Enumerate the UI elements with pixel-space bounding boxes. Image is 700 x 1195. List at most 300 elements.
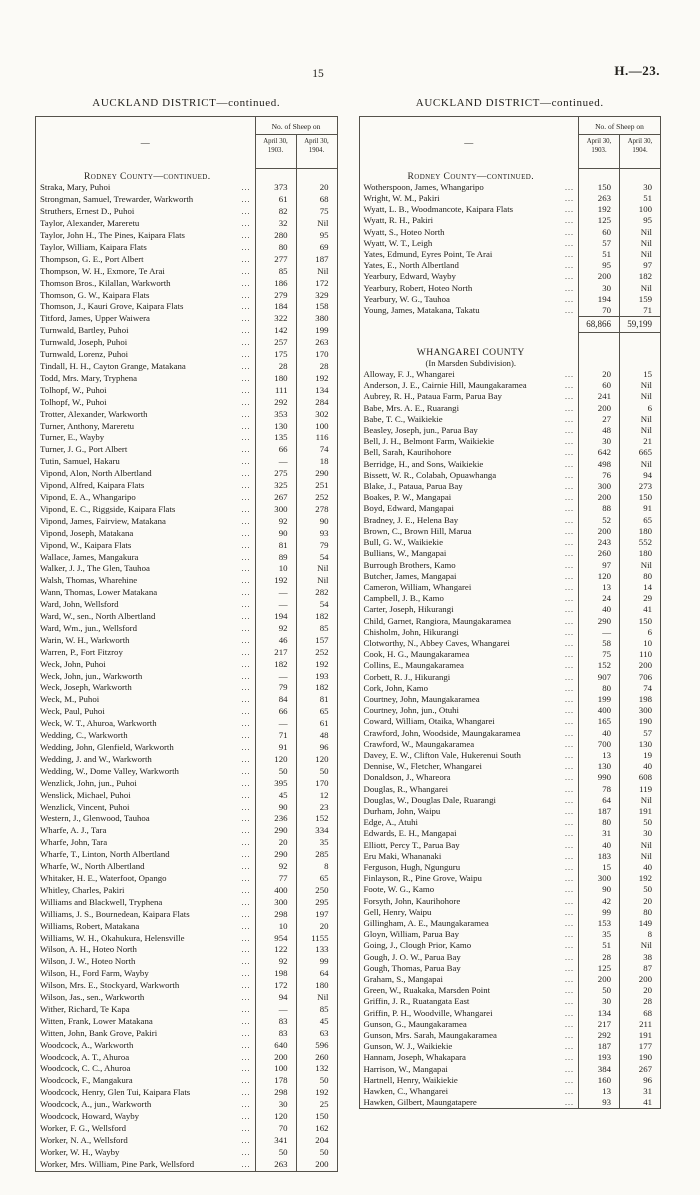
sheep-1903: 642 [579, 447, 620, 458]
sheep-1904: 75 [319, 206, 329, 217]
owner-name: Wharfe, A. J., Tara ... [36, 825, 256, 837]
section-heading: WHANGAREI COUNTY [359, 345, 579, 358]
sheep-1903: 82 [255, 206, 296, 218]
left-column [35, 97, 338, 1172]
sheep-1903: 322 [255, 313, 296, 325]
sheep-1903: 27 [579, 414, 620, 425]
sheep-1903: 122 [255, 944, 296, 956]
sheep-1903: 97 [579, 560, 620, 571]
owner-name: Dennise, W., Fletcher, Whangarei ... [359, 761, 579, 772]
sheep-1904: 251 [315, 480, 329, 491]
sheep-1904: 28 [319, 361, 329, 371]
owner-name: Durham, John, Waipu ... [359, 806, 579, 817]
sheep-1903: 57 [579, 238, 620, 249]
sheep-1903: 134 [579, 1008, 620, 1019]
sheep-1903: 290 [255, 849, 296, 861]
sheep-1904: 97 [643, 260, 652, 271]
table-row [36, 456, 338, 468]
table-row [359, 694, 661, 705]
sheep-1903: 70 [255, 1123, 296, 1135]
spacer-cell [579, 333, 620, 345]
sheep-1904: 69 [319, 241, 329, 252]
owner-name: Wilson, Jas., sen., Warkworth ... [36, 992, 256, 1004]
owner-name: Warin, W. H., Warkworth ... [36, 635, 256, 647]
sheep-1904: 157 [315, 634, 329, 645]
sheep-1903: 292 [255, 397, 296, 409]
table-row [36, 278, 338, 290]
sheep-1903: 192 [255, 575, 296, 587]
table-row [36, 432, 338, 444]
sheep-1904: 99 [319, 956, 329, 967]
owner-name: Edwards, E. H., Mangapai ... [359, 828, 579, 839]
table-row [359, 436, 661, 447]
owner-name: Courtney, John, Maungakaramea ... [359, 694, 579, 705]
sheep-1903: — [255, 456, 296, 468]
sheep-1904: 252 [315, 491, 329, 502]
table-row [36, 1135, 338, 1147]
sheep-1904: 665 [638, 447, 652, 458]
sheep-1903: 111 [255, 385, 296, 397]
table-row [359, 548, 661, 559]
sheep-1904: 149 [638, 918, 652, 928]
empty-cell [620, 358, 661, 369]
owner-name: Worker, Mrs. William, Pine Park, Wellsford ... [36, 1159, 256, 1171]
sheep-1903: 79 [255, 682, 296, 694]
sheep-1904: 54 [319, 599, 329, 610]
table-row [359, 305, 661, 317]
sheep-1903: 165 [579, 716, 620, 727]
owner-name: Western, J., Glenwood, Tauhoa ... [36, 813, 256, 825]
sheep-1904: 51 [643, 192, 652, 203]
owner-name: Woodcock, Howard, Wayby ... [36, 1111, 256, 1123]
sheep-1904: 134 [315, 384, 329, 395]
sheep-1903: 280 [255, 230, 296, 242]
owner-name: Gunson, W. J., Waikiekie ... [359, 1041, 579, 1052]
sheep-1904: 182 [315, 611, 329, 622]
sheep-1903: 13 [579, 750, 620, 761]
sheep-1903: 193 [579, 1052, 620, 1063]
owner-name: Collins, E., Maungakaramea ... [359, 660, 579, 671]
sheep-1903: 640 [255, 1040, 296, 1052]
sheep-1903: 182 [255, 659, 296, 671]
owner-name: Ward, Wm., jun., Wellsford ... [36, 623, 256, 635]
sheep-1903: 51 [579, 940, 620, 951]
sheep-1903: 35 [579, 929, 620, 940]
empty-cell [359, 317, 579, 333]
table-row [36, 873, 338, 885]
sheep-1904: 79 [319, 539, 329, 550]
sheep-1904: 74 [319, 444, 329, 455]
table-row [359, 862, 661, 873]
owner-name: Wright, W. M., Pakiri ... [359, 193, 579, 204]
sheep-1904: 200 [638, 974, 652, 985]
owner-name: Wedding, W., Dome Valley, Warkworth ... [36, 766, 256, 778]
owner-name: Wenzlick, John, jun., Puhoi ... [36, 778, 256, 790]
sheep-1903: 263 [579, 193, 620, 204]
sheep-1903: 28 [579, 952, 620, 963]
sheep-1903: 292 [579, 1030, 620, 1041]
table-row [359, 806, 661, 817]
sheep-1904: 158 [315, 301, 329, 312]
sheep-1904: 90 [319, 515, 329, 526]
sheep-1904: Nil [640, 237, 652, 248]
sheep-1903: 30 [255, 1099, 296, 1111]
sheep-1903: 200 [579, 526, 620, 537]
table-row [359, 963, 661, 974]
sheep-1904: Nil [640, 850, 652, 861]
sheep-1903: 353 [255, 409, 296, 421]
owner-name: Walsh, Thomas, Wharehine ... [36, 575, 256, 587]
sheep-1904: 198 [638, 693, 652, 704]
owner-name: Corbett, R. J., Hikurangi ... [359, 672, 579, 683]
sheep-1904: 159 [638, 293, 652, 304]
sheep-1904: 190 [638, 1052, 652, 1063]
sheep-1904: 6 [647, 626, 652, 637]
sheep-1903: 300 [579, 481, 620, 492]
sheep-1903: 76 [579, 470, 620, 481]
sheep-1904: Nil [640, 391, 652, 402]
spacer-row [359, 333, 661, 345]
sheep-1904: Nil [640, 248, 652, 259]
table-row [36, 409, 338, 421]
sheep-1904: 250 [315, 884, 329, 895]
sheep-1904: 8 [324, 861, 329, 872]
owner-name: Taylor, John H., The Pines, Kaipara Flats ... [36, 230, 256, 242]
sheep-1903: 290 [255, 825, 296, 837]
table-row [36, 849, 338, 861]
owner-name: Edge, A., Atuhi ... [359, 817, 579, 828]
sheep-1903: 175 [255, 349, 296, 361]
table-row [36, 218, 338, 230]
owner-name: Williams and Blackwell, Tryphena ... [36, 897, 256, 909]
owner-name: Foote, W. G., Kamo ... [359, 884, 579, 895]
sheep-1903: 263 [255, 1159, 296, 1171]
table-row [36, 313, 338, 325]
sheep-1904: 8 [647, 929, 652, 940]
sheep-1903: — [255, 599, 296, 611]
owner-name: Douglas, W., Douglas Dale, Ruarangi ... [359, 795, 579, 806]
table-row [36, 778, 338, 790]
owner-name: Worker, W. H., Wayby ... [36, 1147, 256, 1159]
owner-name: Child, Garnet, Rangiora, Maungakaramea ... [359, 616, 579, 627]
table-row [36, 1159, 338, 1171]
owner-name: Turnwald, Lorenz, Puhoi ... [36, 349, 256, 361]
owner-name: Bissett, W. R., Colabah, Opuawhanga ... [359, 470, 579, 481]
table-row [359, 182, 661, 193]
owner-name: Thomson, J., Kauri Grove, Kaipara Flats ... [36, 301, 256, 313]
sheep-1904: 182 [638, 271, 652, 282]
page-number: 15 [312, 68, 324, 80]
sheep-1903: 130 [255, 421, 296, 433]
owner-name: Vipond, Joseph, Matakana ... [36, 528, 256, 540]
table-row [36, 742, 338, 754]
sheep-1904: 170 [315, 777, 329, 788]
sheep-1903: 77 [255, 873, 296, 885]
owner-name: Wyatt, S., Hoteo North ... [359, 227, 579, 238]
owner-name: Cork, John, Kamo ... [359, 683, 579, 694]
sheep-1904: 172 [315, 277, 329, 288]
sheep-1904: 29 [643, 593, 652, 604]
sheep-1903: 200 [255, 1052, 296, 1064]
owner-name: Vipond, James, Fairview, Matakana ... [36, 516, 256, 528]
two-column-layout [35, 97, 661, 1172]
table-row [36, 480, 338, 492]
owner-name: Hannam, Joseph, Whakapara ... [359, 1052, 579, 1063]
sheep-1903: 125 [579, 963, 620, 974]
sheep-1903: 40 [579, 840, 620, 851]
owner-name: Yates, Edmund, Eyres Point, Te Arai ... [359, 249, 579, 260]
table-row [36, 492, 338, 504]
owner-name: Wilson, A. H., Hoteo North ... [36, 944, 256, 956]
sheep-1903: 64 [579, 795, 620, 806]
sheep-1903: 28 [255, 361, 296, 373]
table-row [359, 1086, 661, 1097]
sheep-1903: 30 [579, 996, 620, 1007]
table-row [359, 940, 661, 951]
owner-name: Chisholm, John, Hikurangi ... [359, 627, 579, 638]
sheep-1903: 20 [579, 369, 620, 380]
table-row [36, 254, 338, 266]
sheep-1904: 63 [319, 1027, 329, 1038]
sheep-1904: 40 [643, 861, 652, 872]
owner-name: Bullians, W., Mangapai ... [359, 548, 579, 559]
table-row [36, 611, 338, 623]
table-row [359, 828, 661, 839]
sheep-1903: 990 [579, 772, 620, 783]
table-row [36, 266, 338, 278]
table-row [359, 215, 661, 226]
sheep-1903: — [255, 671, 296, 683]
sheep-1903: 150 [579, 182, 620, 193]
empty-cell [255, 169, 296, 183]
sheep-1904: 30 [643, 828, 652, 839]
table-row [36, 885, 338, 897]
table-row [359, 929, 661, 940]
owner-name: Woodcock, C. C., Ahuroa ... [36, 1063, 256, 1075]
sheep-1903: 50 [255, 1147, 296, 1159]
sheep-1903: — [255, 718, 296, 730]
sheep-1904: 133 [315, 944, 329, 955]
sheep-1903: 395 [255, 778, 296, 790]
owner-name: Wilson, J. W., Hoteo North ... [36, 956, 256, 968]
sheep-1903: 61 [255, 194, 296, 206]
table-row [359, 593, 661, 604]
sheep-1903: 84 [255, 694, 296, 706]
sheep-1903: 498 [579, 459, 620, 470]
sheep-1904: 190 [638, 716, 652, 727]
sheep-1904: 192 [315, 372, 329, 383]
sheep-1903: 92 [255, 516, 296, 528]
table-row [36, 1087, 338, 1099]
table-row [359, 660, 661, 671]
owner-name: Tutin, Samuel, Hakaru ... [36, 456, 256, 468]
owner-name: Weck, Joseph, Warkworth ... [36, 682, 256, 694]
sheep-1904: Nil [640, 413, 652, 424]
sheep-1903: 51 [579, 249, 620, 260]
sheep-1904: 30 [643, 181, 652, 192]
owner-name: Wedding, J. and W., Warkworth ... [36, 754, 256, 766]
owner-name: Wharfe, W., North Albertland ... [36, 861, 256, 873]
sheep-1903: 95 [579, 260, 620, 271]
sheep-1903: 92 [255, 623, 296, 635]
sheep-1903: 907 [579, 672, 620, 683]
owner-name: Hawken, C., Whangarei ... [359, 1086, 579, 1097]
sheep-1903: 94 [255, 992, 296, 1004]
sheep-1904: Nil [317, 563, 329, 574]
sheep-1904: 252 [315, 646, 329, 657]
owner-name: Yearbury, Robert, Hoteo North ... [359, 283, 579, 294]
sheep-1903: 24 [579, 593, 620, 604]
right-column [359, 97, 662, 1172]
owner-name: Courtney, John, jun., Otuhi ... [359, 705, 579, 716]
sheep-1904: 130 [638, 738, 652, 749]
sheep-1903: — [579, 627, 620, 638]
sheep-1903: 290 [579, 616, 620, 627]
sheep-1903: 186 [255, 278, 296, 290]
table-row [359, 1097, 661, 1109]
table-row [36, 385, 338, 397]
name-column-header: — [359, 117, 579, 169]
table-row [36, 194, 338, 206]
owner-name: Weck, M., Puhoi ... [36, 694, 256, 706]
owner-name: Boakes, P. W., Mangapai ... [359, 492, 579, 503]
report-reference: H.—23. [614, 63, 660, 78]
table-body [359, 169, 661, 1109]
table-row [36, 647, 338, 659]
owner-name: Walker, J. J., The Glen, Tauhoa ... [36, 563, 256, 575]
table-row [36, 575, 338, 587]
empty-cell [620, 345, 661, 358]
table-row [359, 884, 661, 895]
sheep-1904: 302 [315, 408, 329, 419]
owner-name: Bell, Sarah, Kaurihohore ... [359, 447, 579, 458]
sheep-1903: 40 [579, 604, 620, 615]
table-row [359, 193, 661, 204]
table-row [359, 728, 661, 739]
sheep-1903: 66 [255, 706, 296, 718]
sheep-1904: 50 [643, 817, 652, 828]
sheep-1903: 180 [255, 373, 296, 385]
sheep-1904: 91 [643, 503, 652, 514]
owner-name: Thomson, G. W., Kaipara Flats ... [36, 290, 256, 302]
table-row [359, 1052, 661, 1063]
table-row [36, 1004, 338, 1016]
sheep-1903: 15 [579, 862, 620, 873]
owner-name: Weck, John, Puhoi ... [36, 659, 256, 671]
owner-name: Brown, C., Brown Hill, Marua ... [359, 526, 579, 537]
sheep-1904: 260 [315, 1051, 329, 1062]
owner-name: Vipond, Alfred, Kaipara Flats ... [36, 480, 256, 492]
table-row [36, 1016, 338, 1028]
owner-name: Going, J., Clough Prior, Kamo ... [359, 940, 579, 951]
sheep-1903: 300 [255, 504, 296, 516]
sheep-1904: 132 [315, 1063, 329, 1074]
owner-name: Williams, Robert, Matakana ... [36, 921, 256, 933]
sheep-1903: 93 [579, 1097, 620, 1109]
owner-name: Todd, Mrs. Mary, Tryphena ... [36, 373, 256, 385]
table-row [36, 421, 338, 433]
name-column-header: — [36, 117, 256, 169]
sheep-count-group-header: No. of Sheep on [255, 117, 337, 135]
sheep-1904: 64 [319, 968, 329, 979]
sheep-1904: 14 [643, 581, 652, 592]
owner-name: Thompson, G. E., Port Albert ... [36, 254, 256, 266]
sheep-1904: 20 [319, 182, 329, 193]
sheep-1904: 187 [315, 253, 329, 264]
empty-cell [579, 169, 620, 182]
table-row [359, 515, 661, 526]
sheep-1903: 241 [579, 391, 620, 402]
sheep-1903: 298 [255, 909, 296, 921]
owner-name: Turner, J. G., Port Albert ... [36, 444, 256, 456]
sheep-1903: 31 [579, 828, 620, 839]
table-row [36, 444, 338, 456]
table-body [36, 169, 338, 1172]
sheep-1904: 35 [319, 837, 329, 848]
sheep-1903: 194 [579, 294, 620, 305]
sheep-1904: 65 [319, 872, 329, 883]
sheep-1904: 552 [638, 537, 652, 548]
owner-name: Gell, Henry, Waipu ... [359, 907, 579, 918]
sheep-1904: 21 [643, 436, 652, 447]
table-row [359, 238, 661, 249]
owner-name: Weck, John, jun., Warkworth ... [36, 671, 256, 683]
sheep-1904: 191 [638, 1030, 652, 1041]
owner-name: Taylor, William, Kaipara Flats ... [36, 242, 256, 254]
sheep-1904: 152 [315, 813, 329, 824]
sheep-1903: 66 [255, 444, 296, 456]
table-row [36, 361, 338, 373]
sheep-1904: 150 [638, 492, 652, 503]
sheep-1904: 329 [315, 289, 329, 300]
sheep-1904: 334 [315, 825, 329, 836]
table-row [359, 526, 661, 537]
table-row [36, 1028, 338, 1040]
table-row [36, 933, 338, 945]
owner-name: Wither, Richard, Te Kapa ... [36, 1004, 256, 1016]
table-row [36, 337, 338, 349]
owner-name: Wedding, C., Warkworth ... [36, 730, 256, 742]
table-row [36, 563, 338, 575]
sheep-1904: 180 [638, 548, 652, 559]
year-1904-header: April 30, 1904. [296, 135, 337, 169]
owner-name: Blake, J., Pataua, Parua Bay ... [359, 481, 579, 492]
table-row [359, 204, 661, 215]
sheep-1904: 182 [315, 682, 329, 693]
table-row [359, 249, 661, 260]
table-row [36, 766, 338, 778]
sheep-1904: 38 [643, 951, 652, 962]
sheep-1904: 68 [319, 194, 329, 205]
sheep-1904: 170 [315, 349, 329, 360]
sheep-1903: 384 [579, 1064, 620, 1075]
owner-name: Woodcock, A., jun., Warkworth ... [36, 1099, 256, 1111]
sheep-1904: 706 [638, 671, 652, 682]
owner-name: Babe, Mrs. A. E., Ruarangi ... [359, 403, 579, 414]
owner-name: Bradney, J. E., Helena Bay ... [359, 515, 579, 526]
table-row [359, 1019, 661, 1030]
owner-name: Wilson, H., Ford Farm, Wayby ... [36, 968, 256, 980]
sheep-1904: 94 [643, 469, 652, 480]
owner-name: Babe, T. C., Waikiekie ... [359, 414, 579, 425]
sheep-1903: 100 [255, 1063, 296, 1075]
owner-name: Coward, William, Otaika, Whangarei ... [359, 716, 579, 727]
table-row [359, 840, 661, 851]
owner-name: Trotter, Alexander, Warkworth ... [36, 409, 256, 421]
owner-name: Wilson, Mrs. E., Stockyard, Warkworth ... [36, 980, 256, 992]
sheep-1904: 263 [315, 337, 329, 348]
sheep-1903: 260 [579, 548, 620, 559]
